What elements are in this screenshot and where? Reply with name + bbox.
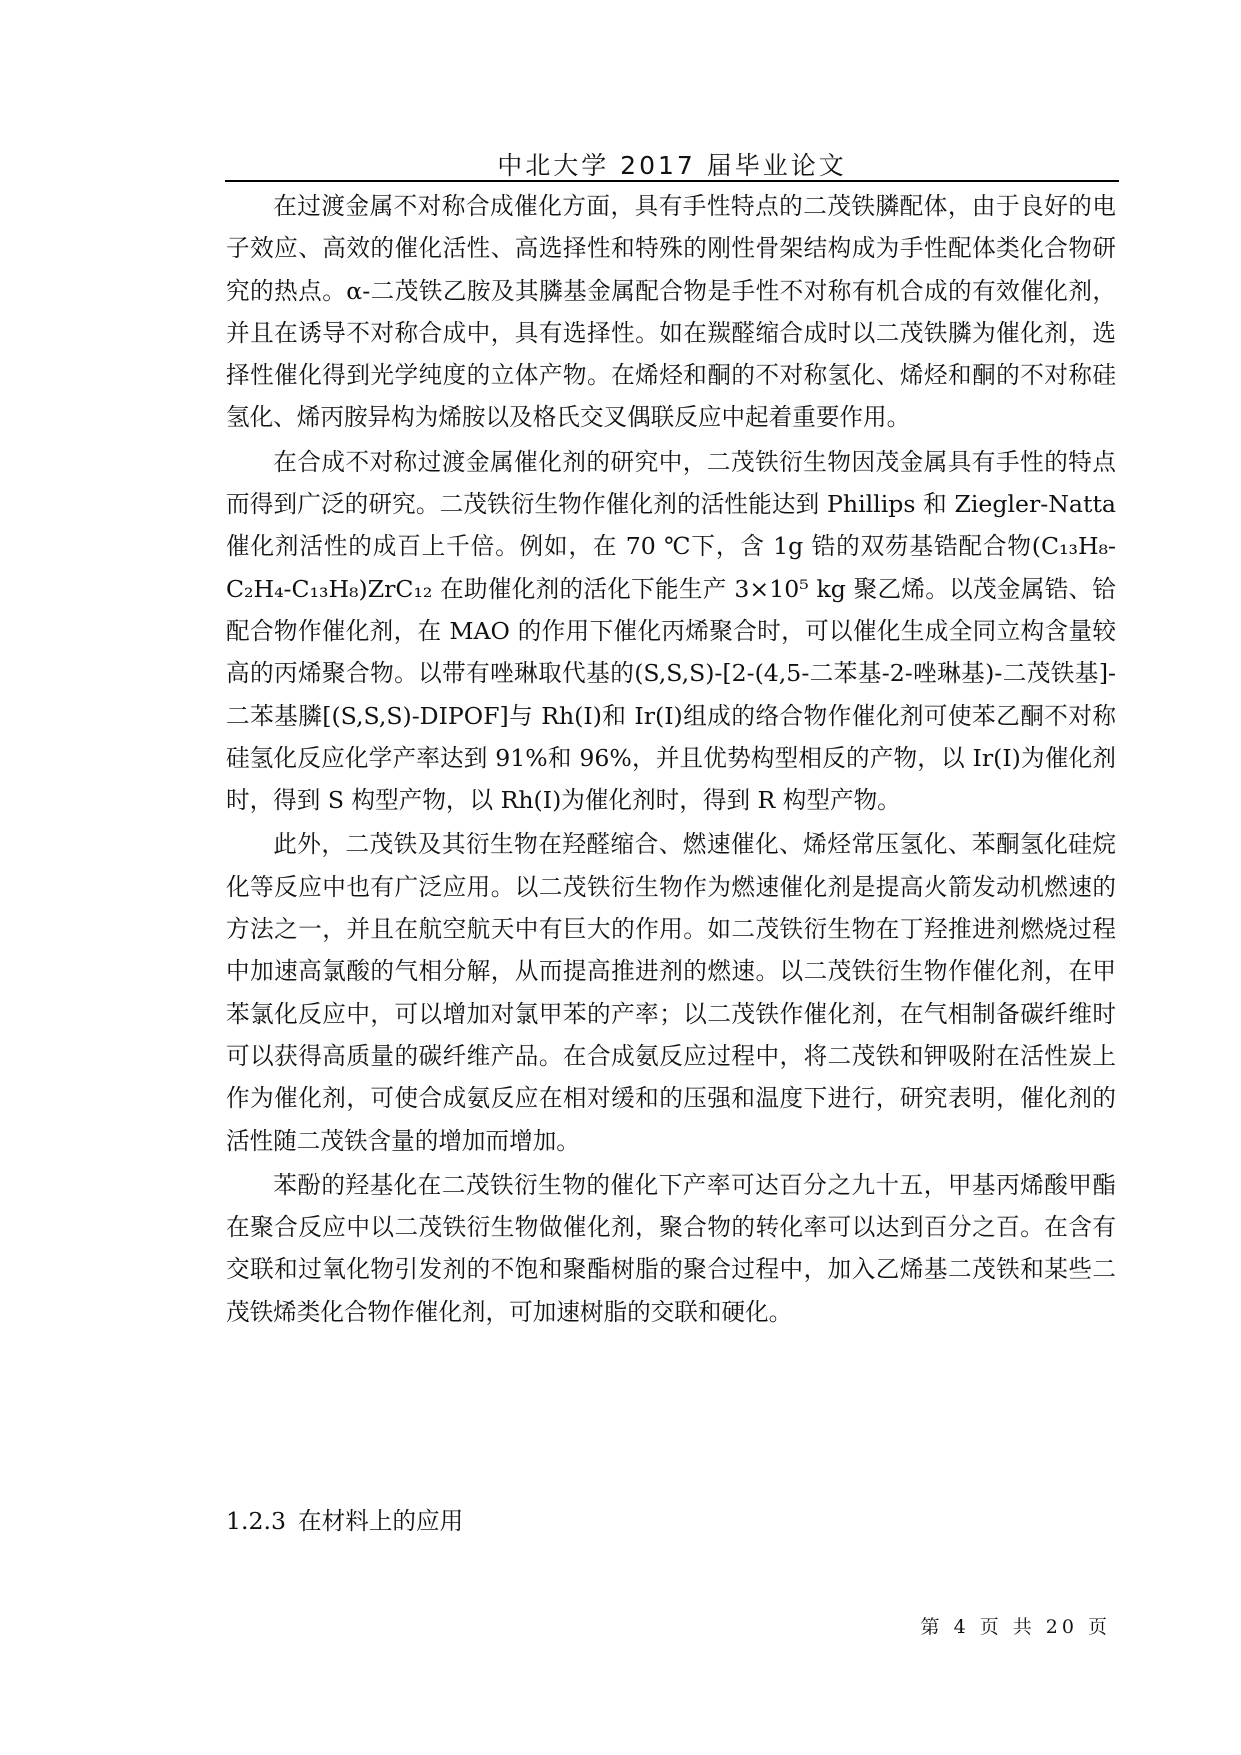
body-text xyxy=(226,185,1116,1335)
page-header-title: 中北大学 2017 届毕业论文 xyxy=(497,151,847,180)
paragraph: 此外，二茂铁及其衍生物在羟醛缩合、燃速催化、烯烃常压氢化、苯酮氢化硅烷化等反应中也有广泛应用。以二茂铁衍生物作为燃速催化剂是提高火箭发动机燃速的方法之一，并且在航空航天中有巨大的作用。如二茂铁衍生物在丁羟推进剂燃烧过程中加速高氯酸的气相分解，从而提高推进剂的燃速。以二茂铁衍生物作催化剂，在甲苯氯化反应中，可以增加对氯甲苯的产率；以二茂铁作催化剂，在气相制备碳纤维时可以获得高质量的碳纤维产品。在合成氨反应过程中，将二茂铁和钾吸附在活性炭上作为催化剂，可使合成氨反应在相对缓和的压强和温度下进行，研究表明，催化剂的活性随二茂铁含量的增加而增加。 xyxy=(226,830,1116,1155)
page-number: 第 4 页 共 20 页 xyxy=(920,1616,1111,1638)
paragraph: 在合成不对称过渡金属催化剂的研究中，二茂铁衍生物因茂金属具有手性的特点而得到广泛的研究。二茂铁衍生物作催化剂的活性能达到 Phillips 和 Ziegler-Natta 催化剂活性的成百上千倍。例如，在 70 ℃下，含 1g 锆的双芴基锆配合物(C₁₃H₈-C₂H₄-C₁₃H₈)ZrC₁₂ 在助催化剂的活化下能生产 3×10⁵ kg 聚乙烯。以茂金属锆、铪配合物作催化剂，在 MAO 的作用下催化丙烯聚合时，可以催化生成全同立构含量较高的丙烯聚合物。以带有唑琳取代基的(S,S,S)-[2-(4,5-二苯基-2-唑琳基)-二茂铁基]-二苯基膦[(S,S,S)-DIPOF]与 Rh(I)和 Ir(I)组成的络合物作催化剂可使苯乙酮不对称硅氢化反应化学产率达到 91%和 96%，并且优势构型相反的产物，以 Ir(I)为催化剂时，得到 S 构型产物，以 Rh(I)为催化剂时，得到 R 构型产物。 xyxy=(226,447,1116,815)
header-divider xyxy=(225,180,1119,182)
section-heading xyxy=(226,1500,463,1542)
paragraph: 在过渡金属不对称合成催化方面，具有手性特点的二茂铁膦配体，由于良好的电子效应、高效的催化活性、高选择性和特殊的刚性骨架结构成为手性配体类化合物研究的热点。α-二茂铁乙胺及其膦基金属配合物是手性不对称有机合成的有效催化剂，并且在诱导不对称合成中，具有选择性。如在羰醛缩合成时以二茂铁膦为催化剂，选择性催化得到光学纯度的立体产物。在烯烃和酮的不对称氢化、烯烃和酮的不对称硅氢化、烯丙胺异构为烯胺以及格氏交叉偶联反应中起着重要作用。 xyxy=(226,192,1116,432)
section-number: 1.2.3 xyxy=(226,1507,287,1535)
paragraph: 苯酚的羟基化在二茂铁衍生物的催化下产率可达百分之九十五，甲基丙烯酸甲酯在聚合反应中以二茂铁衍生物做催化剂，聚合物的转化率可以达到百分之百。在含有交联和过氧化物引发剂的不饱和聚酯树脂的聚合过程中，加入乙烯基二茂铁和某些二茂铁烯类化合物作催化剂，可加速树脂的交联和硬化。 xyxy=(226,1170,1116,1326)
section-title: 在材料上的应用 xyxy=(298,1507,464,1535)
